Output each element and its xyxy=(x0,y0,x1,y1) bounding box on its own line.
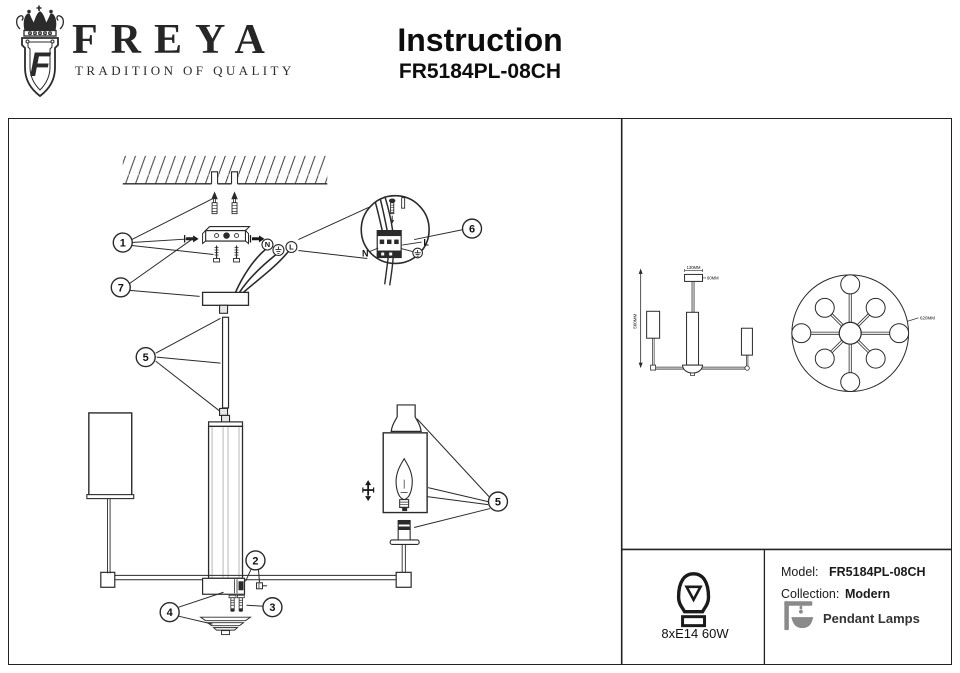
wiring-detail-magnifier xyxy=(361,196,429,286)
ceiling-hatch xyxy=(123,156,328,184)
freya-crest-logo xyxy=(10,4,70,108)
svg-text:3: 3 xyxy=(269,602,276,615)
svg-text:5: 5 xyxy=(142,352,149,365)
callout-5-rod xyxy=(136,348,155,367)
collection-value: Modern xyxy=(845,587,891,601)
bulb-icon xyxy=(679,574,709,626)
svg-text:5: 5 xyxy=(494,496,502,509)
center-column xyxy=(209,422,243,578)
canopy xyxy=(203,292,249,313)
pendant-lamp-icon xyxy=(784,601,813,630)
hub-screw xyxy=(256,583,262,589)
dim-canopy-width-label: 130MM xyxy=(686,265,701,271)
brand-name: FREYA xyxy=(72,17,278,63)
crown-icon xyxy=(17,6,64,37)
wire-terminals xyxy=(262,239,297,255)
content-frame xyxy=(8,118,952,665)
bulb-spec-label: 8xE14 60W xyxy=(661,626,729,641)
bracket-screws xyxy=(214,246,240,262)
svg-text:7: 7 xyxy=(117,282,124,295)
callout-leader-lines xyxy=(130,199,490,624)
turn-direction-icon xyxy=(362,480,374,501)
detail-live-label: L xyxy=(423,237,429,248)
callout-6 xyxy=(463,219,482,238)
mounting-bracket xyxy=(203,227,250,244)
magnifier-lines xyxy=(298,207,370,259)
brand-tagline: TRADITION OF QUALITY xyxy=(75,63,295,78)
hanging-rod xyxy=(220,317,230,422)
dim-canopy-side-label: 60MM xyxy=(707,275,719,281)
callout-1 xyxy=(113,233,132,252)
callout-5-shade xyxy=(488,492,507,511)
callout-2 xyxy=(246,551,265,570)
assembly-diagram xyxy=(9,119,951,664)
model-label: Model: xyxy=(781,565,819,579)
hub-bottom-screws xyxy=(229,595,244,611)
callout-4 xyxy=(160,603,179,622)
wall-anchors xyxy=(212,193,237,214)
svg-text:2: 2 xyxy=(252,555,259,568)
supply-wires xyxy=(236,250,289,293)
header xyxy=(0,0,960,118)
detail-ground-icon xyxy=(413,248,423,258)
panel-dividers xyxy=(622,119,951,664)
shade-bulb-detail xyxy=(362,405,427,513)
collection-label: Collection: xyxy=(781,587,840,601)
dim-diameter-label: 620MM xyxy=(920,315,935,321)
callout-7 xyxy=(111,278,130,297)
model-value: FR5184PL-08CH xyxy=(829,565,926,579)
wire-neutral-label: N xyxy=(264,240,271,250)
category-label: Pendant Lamps xyxy=(823,611,920,626)
right-arm-socket xyxy=(390,521,419,588)
callout-markers xyxy=(111,219,507,622)
svg-text:1: 1 xyxy=(119,237,126,250)
top-view-lamps xyxy=(792,275,909,392)
bottom-finial-cap xyxy=(201,617,251,634)
callout-3 xyxy=(263,598,282,617)
top-view xyxy=(792,275,935,392)
svg-text:4: 4 xyxy=(166,607,173,620)
page-subtitle: FR5184PL-08CH xyxy=(398,60,562,83)
page-title: Instruction xyxy=(397,22,563,58)
dim-height-label: 560MM xyxy=(632,313,638,329)
svg-text:6: 6 xyxy=(468,223,476,236)
title-block xyxy=(310,24,650,84)
logo-letter: F xyxy=(29,46,51,84)
terminal-block xyxy=(377,231,401,286)
detail-neutral-label: N xyxy=(361,248,369,259)
side-view xyxy=(639,268,753,375)
left-arm-shade xyxy=(87,413,134,587)
wire-live-label: L xyxy=(289,242,294,252)
